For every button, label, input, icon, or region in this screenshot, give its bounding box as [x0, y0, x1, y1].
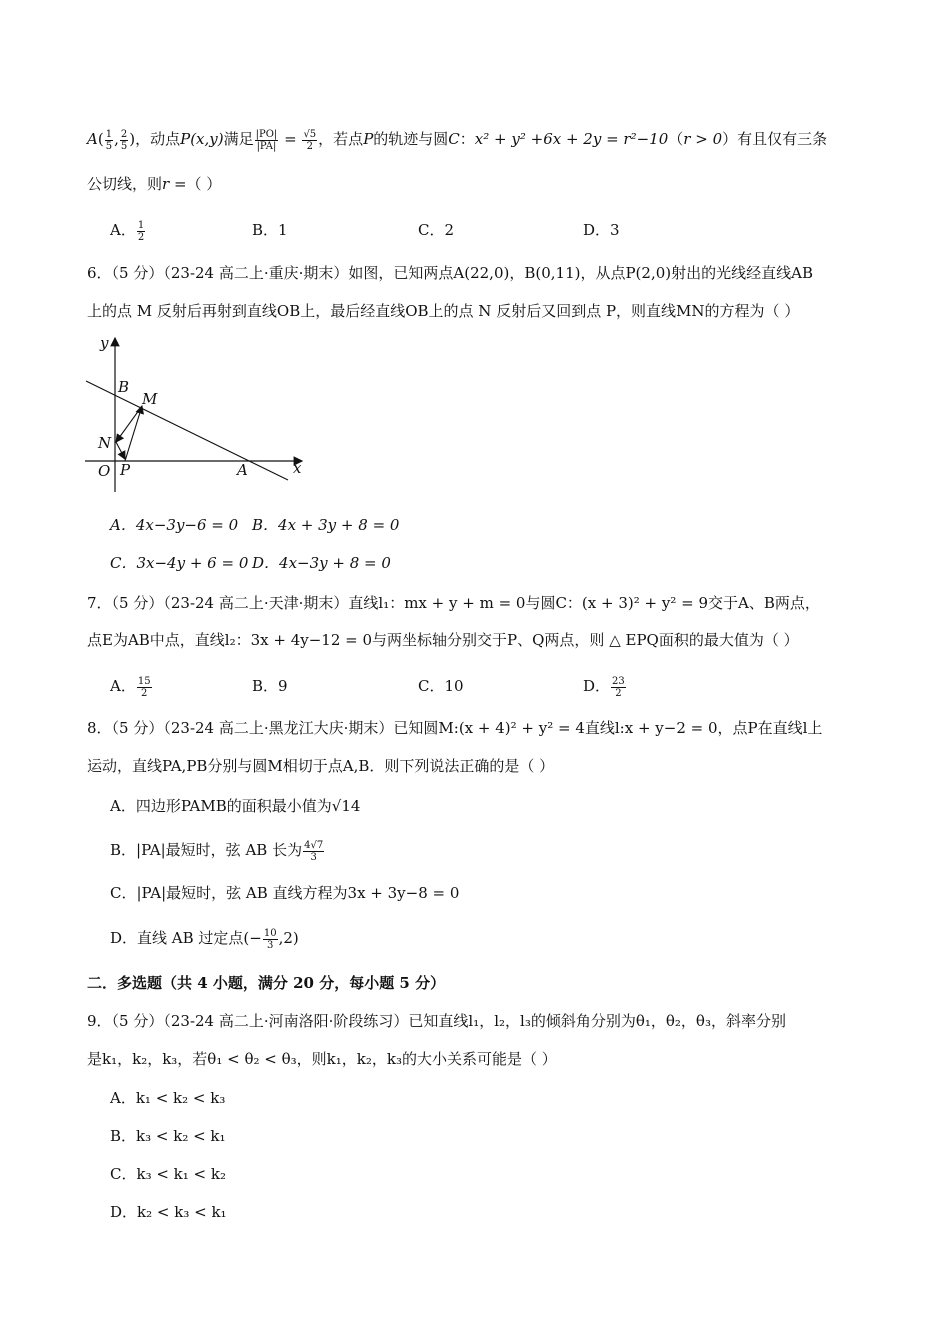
q6-figure — [80, 332, 310, 497]
q7-option-a[interactable]: A． $\frac{15}{2}$ — [110, 675, 151, 699]
q5-option-d[interactable]: D．3 — [583, 221, 620, 239]
q8-line1: 8．（5 分）（23-24 高二上·黑龙江大庆·期末）已知圆M:(x + 4)² + y² = 4直线l:x + y−2 = 0，点P在直线l上 — [87, 719, 823, 737]
q5-option-b[interactable]: B．1 — [252, 221, 288, 239]
q8-option-d[interactable]: D．直线 AB 过定点(− $\frac{10}{3}$ ,2) — [110, 927, 299, 951]
q7-option-d[interactable]: D． $\frac{23}{2}$ — [583, 675, 625, 699]
ray-pm — [125, 406, 142, 461]
section-heading-multi-choice: 二．多选题（共 4 小题，满分 20 分，每小题 5 分） — [87, 974, 446, 992]
q9-option-b[interactable]: B．k₃ < k₂ < k₁ — [110, 1127, 226, 1145]
q6-line2: 上的点 M 反射后再射到直线OB上，最后经直线OB上的点 N 反射后又回到点 P，则直线MN的方程为（ ） — [87, 302, 800, 320]
label-n: N — [98, 434, 112, 452]
q9-line2: 是k₁，k₂，k₃，若θ₁ < θ₂ < θ₃，则k₁，k₂，k₃的大小关系可能是（ ） — [87, 1050, 557, 1068]
label-p: P — [120, 461, 131, 479]
q6-option-a[interactable]: A．4x−3y−6 = 0 — [110, 516, 239, 534]
q8-line2: 运动，直线PA,PB分别与圆M相切于点A,B．则下列说法正确的是（ ） — [87, 757, 555, 775]
q9-line1: 9．（5 分）（23-24 高二上·河南洛阳·阶段练习）已知直线l₁，l₂，l₃的倾斜角分别为θ₁，θ₂，θ₃，斜率分别 — [87, 1012, 786, 1030]
q7-line1: 7．（5 分）（23-24 高二上·天津·期末）直线l₁：mx + y + m = 0与圆C：(x + 3)² + y² = 9交于A、B两点， — [87, 594, 820, 612]
q5-rhs-frac: $\frac{√5}{2}$ — [303, 128, 317, 152]
q5-ratio-frac: $\frac{|PO|}{|PA|}$ — [255, 128, 278, 152]
q5-option-c[interactable]: C．2 — [418, 221, 455, 239]
q9-option-c[interactable]: C．k₃ < k₁ < k₂ — [110, 1165, 226, 1183]
label-b: B — [118, 378, 130, 396]
q6-option-d[interactable]: D．4x−3y + 8 = 0 — [252, 554, 391, 572]
q8-option-b[interactable]: B．|PA|最短时，弦 AB 长为 $\frac{4√7}{3}$ — [110, 839, 324, 863]
q6-option-c[interactable]: C．3x−4y + 6 = 0 — [110, 554, 249, 572]
label-y: y — [100, 334, 109, 352]
q5-option-a[interactable]: A． $\frac{1}{2}$ — [110, 219, 145, 243]
q5-frac-ax: $\frac{1}{5}$ — [105, 128, 113, 152]
q7-line2: 点E为AB中点，直线l₂：3x + 4y−12 = 0与两坐标轴分别交于P、Q两点，则 △ EPQ面积的最大值为（ ） — [87, 631, 799, 649]
q7-option-b[interactable]: B．9 — [252, 677, 288, 695]
q5-line2: 公切线，则r =（ ） — [87, 175, 222, 193]
q5-line1: A( $\frac{1}{5}$ , $\frac{2}{5}$ )，动点P(x,y)满足 $\frac{|PO|}{|PA|}$ = $\frac{√5}{2}$ ，若点P的轨迹与圆C：x² + y² +6x + 2y = r²−10（r > 0）有且仅有三条 — [87, 128, 828, 152]
q9-option-d[interactable]: D．k₂ < k₃ < k₁ — [110, 1203, 227, 1221]
q5-frac-ay: $\frac{2}{5}$ — [120, 128, 128, 152]
q5-point-a: A — [87, 130, 98, 148]
q6-option-b[interactable]: B．4x + 3y + 8 = 0 — [252, 516, 400, 534]
ray-mn — [116, 406, 142, 442]
label-o: O — [98, 462, 111, 480]
q8-option-c[interactable]: C．|PA|最短时，弦 AB 直线方程为3x + 3y−8 = 0 — [110, 884, 460, 902]
ray-np — [116, 442, 125, 459]
label-m: M — [142, 390, 158, 408]
q9-option-a[interactable]: A．k₁ < k₂ < k₃ — [110, 1089, 226, 1107]
label-a: A — [237, 461, 248, 479]
line-ab — [86, 381, 288, 480]
label-x: x — [293, 459, 302, 477]
q8-option-a[interactable]: A．四边形PAMB的面积最小值为√14 — [110, 797, 361, 815]
q7-option-c[interactable]: C．10 — [418, 677, 464, 695]
q6-line1: 6．（5 分）（23-24 高二上·重庆·期末）如图，已知两点A(22,0)，B(0,11)，从点P(2,0)射出的光线经直线AB — [87, 264, 813, 282]
